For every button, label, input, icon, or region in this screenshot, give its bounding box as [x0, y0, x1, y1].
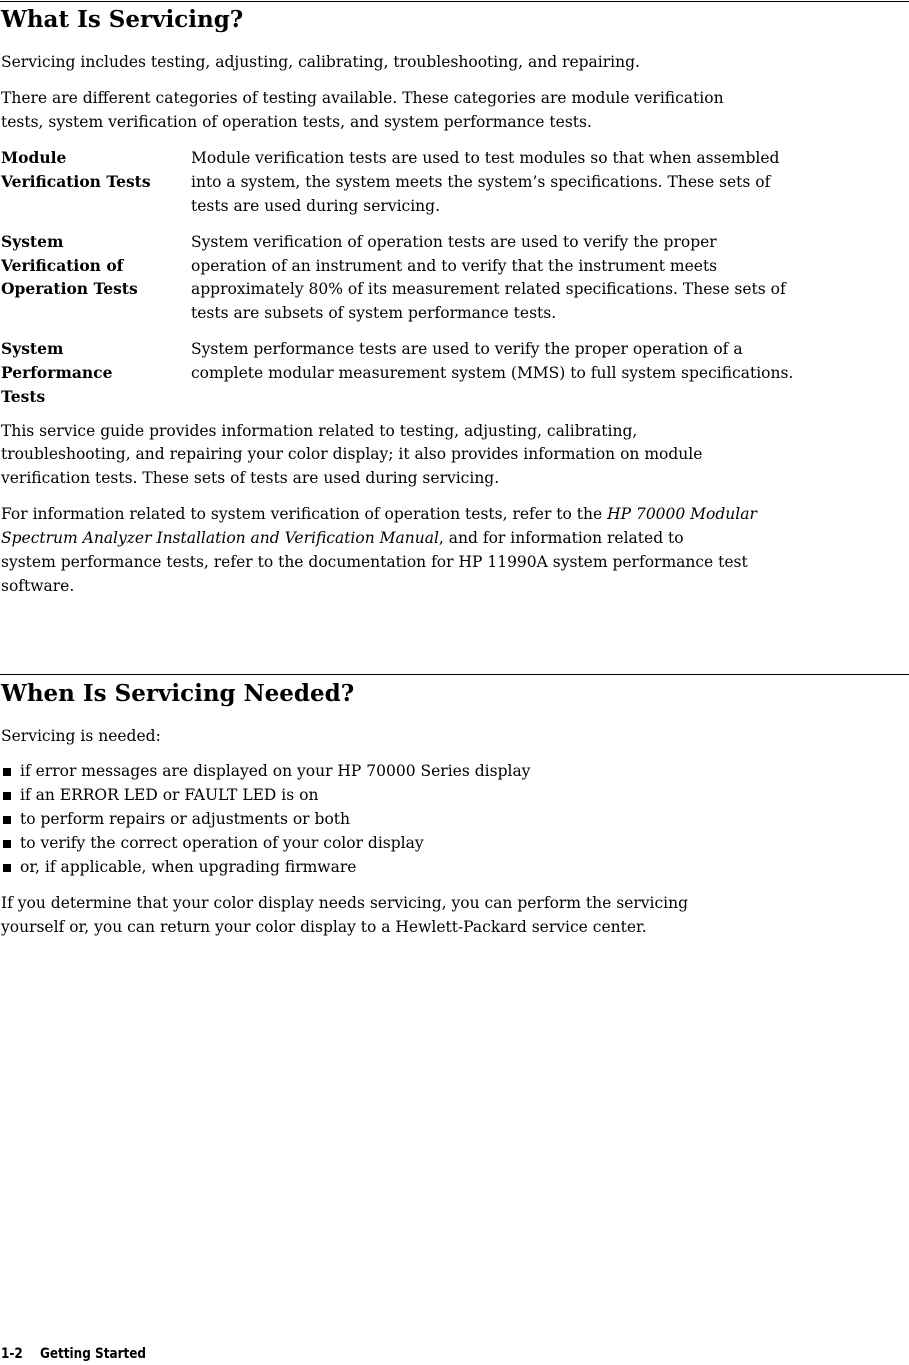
definition-text: operation of an instrument and to verify that the instrument meets: [191, 257, 718, 275]
definition-text: into a system, the system meets the system’s specifications. These sets of: [191, 173, 771, 191]
list-item-text: if error messages are displayed on your HP 70000 Series display: [20, 762, 531, 780]
definition-term: Module: [1, 148, 67, 167]
manual-title: HP 70000 Modular: [607, 505, 757, 523]
square-bullet-icon: [3, 816, 11, 824]
definition-term: Performance: [1, 363, 113, 382]
servicing-needed-intro: Servicing is needed:: [1, 727, 161, 745]
paragraph-line: software.: [1, 577, 75, 595]
paragraph-line: troubleshooting, and repairing your color display; it also provides information on module: [1, 445, 703, 463]
square-bullet-icon: [3, 840, 11, 848]
definition-term: Tests: [1, 387, 46, 406]
definition-term: Verification Tests: [1, 172, 151, 191]
definition-term: System: [1, 339, 64, 358]
reference-suffix: , and for information related to: [438, 529, 684, 547]
definition-text: tests are used during servicing.: [191, 197, 440, 215]
section-rule: [0, 674, 909, 675]
paragraph-line: [1, 526, 684, 550]
servicing-conditions-list: [0, 759, 530, 879]
paragraph-line: There are different categories of testing available. These categories are module verification: [1, 89, 724, 107]
definition-text: Module verification tests are used to test modules so that when assembled: [191, 149, 780, 167]
page-footer: [1, 1344, 146, 1364]
list-item: [0, 831, 530, 855]
paragraph-line: yourself or, you can return your color display to a Hewlett-Packard service center.: [1, 918, 647, 936]
square-bullet-icon: [3, 768, 11, 776]
list-item: [0, 807, 530, 831]
list-item-text: to perform repairs or adjustments or both: [20, 810, 350, 828]
paragraph-line: This service guide provides information related to testing, adjusting, calibrating,: [1, 422, 638, 440]
top-rule: [0, 1, 909, 2]
definition-text: System performance tests are used to verify the proper operation of a: [191, 340, 743, 358]
definition-term: System: [1, 232, 64, 251]
paragraph-line: system performance tests, refer to the documentation for HP 11990A system performance test: [1, 553, 748, 571]
definition-text: System verification of operation tests are used to verify the proper: [191, 233, 717, 251]
square-bullet-icon: [3, 792, 11, 800]
paragraph-line: tests, system verification of operation tests, and system performance tests.: [1, 113, 592, 131]
definition-text: tests are subsets of system performance tests.: [191, 304, 557, 322]
paragraph-line: [1, 502, 757, 526]
list-item-text: if an ERROR LED or FAULT LED is on: [20, 786, 319, 804]
definition-text: complete modular measurement system (MMS) to full system specifications.: [191, 364, 794, 382]
definition-term: Operation Tests: [1, 279, 138, 298]
definition-term: Verification of: [1, 256, 124, 275]
paragraph-line: verification tests. These sets of tests are used during servicing.: [1, 469, 500, 487]
reference-prefix: For information related to system verification of operation tests, refer to the: [1, 505, 608, 523]
servicing-intro: Servicing includes testing, adjusting, calibrating, troubleshooting, and repairing.: [1, 53, 640, 71]
section-heading-when-is-servicing-needed: When Is Servicing Needed?: [1, 680, 355, 707]
list-item: [0, 783, 530, 807]
paragraph-line: If you determine that your color display needs servicing, you can perform the servicing: [1, 894, 689, 912]
list-item-text: to verify the correct operation of your color display: [20, 834, 424, 852]
list-item: [0, 855, 530, 879]
square-bullet-icon: [3, 864, 11, 872]
manual-title: Spectrum Analyzer Installation and Verification Manual: [1, 529, 439, 547]
definition-text: approximately 80% of its measurement related specifications. These sets of: [191, 280, 786, 298]
list-item: [0, 759, 530, 783]
chapter-name: Getting Started: [39, 1346, 147, 1362]
page-number: 1-2: [1, 1346, 23, 1362]
section-heading-what-is-servicing: What Is Servicing?: [1, 6, 244, 33]
list-item-text: or, if applicable, when upgrading firmware: [20, 858, 357, 876]
